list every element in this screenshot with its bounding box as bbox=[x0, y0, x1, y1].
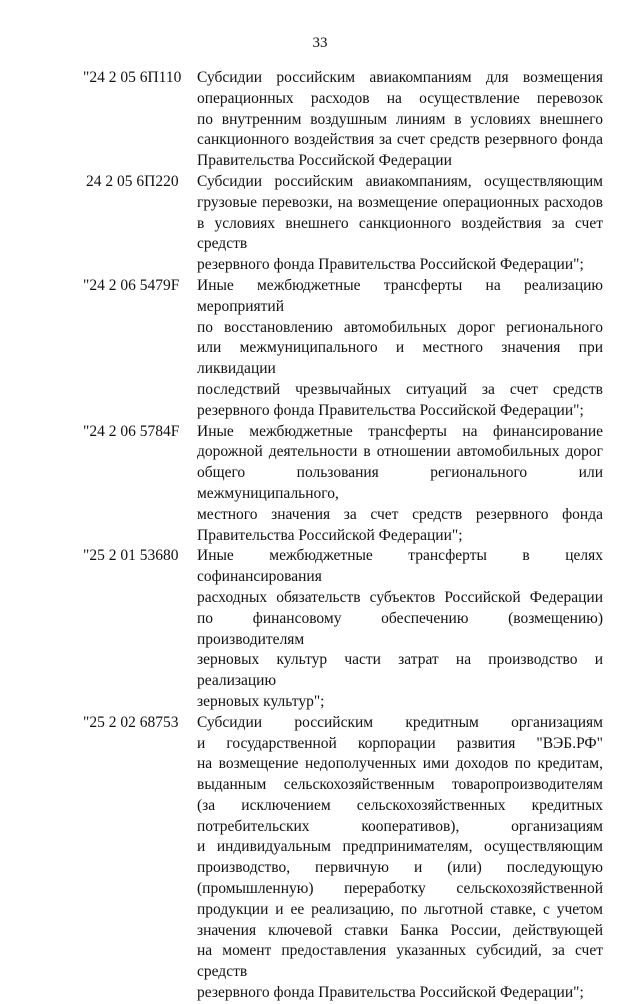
description-line: и индивидуальным предпринимателям, осуществляющим bbox=[197, 838, 603, 856]
description-line: в условиях внешнего санкционного воздействия за счет средств bbox=[197, 214, 603, 253]
description-line: Иные межбюджетные трансферты на реализацию мероприятий bbox=[197, 276, 603, 315]
budget-entry bbox=[83, 68, 603, 172]
description-line: общего пользования регионального или межмуниципального, bbox=[197, 464, 603, 502]
description-line: резервного фонда Правительства Российской Федерации"; bbox=[197, 256, 584, 274]
description-line: по финансовому обеспечению (возмещению) производителям bbox=[197, 609, 603, 648]
budget-description bbox=[197, 546, 603, 712]
description-line: (за исключением сельскохозяйственных кредитных bbox=[197, 796, 603, 814]
budget-code: "24 2 05 6П110 bbox=[83, 69, 182, 86]
description-line: зерновых культур части затрат на производство и реализацию bbox=[197, 651, 603, 690]
description-line: операционных расходов на осуществление перевозок bbox=[197, 89, 603, 107]
description-line: или межмуниципального и местного значения при ликвидации bbox=[197, 339, 603, 378]
description-line: на момент предоставления указанных субсидий, за счет средств bbox=[197, 942, 603, 981]
description-line: продукции и ее реализацию, по льготной ставке, с учетом bbox=[197, 900, 603, 918]
description-line: Субсидии российским кредитным организациям bbox=[197, 713, 603, 731]
budget-code: "25 2 01 53680 bbox=[83, 547, 179, 565]
budget-code: "24 2 06 5479F bbox=[83, 276, 180, 294]
description-line: потребительских кооперативов), организациям bbox=[197, 817, 603, 835]
description-line: резервного фонда Правительства Российской Федерации"; bbox=[197, 401, 584, 419]
description-line: Субсидии российским авиакомпаниям, осуществляющим bbox=[197, 172, 603, 190]
description-line: расходных обязательств субъектов Российской Федерации bbox=[197, 588, 603, 606]
budget-entry bbox=[83, 422, 603, 547]
description-line: дорожной деятельности в отношении автомобильных дорог bbox=[197, 443, 603, 461]
budget-entry bbox=[83, 172, 603, 276]
description-line: и государственной корпорации развития "ВЭБ.РФ" bbox=[197, 734, 603, 752]
description-line: по внутренним воздушным линиям в условиях внешнего bbox=[197, 110, 603, 128]
description-line: Иные межбюджетные трансферты в целях софинансирования bbox=[197, 547, 603, 586]
budget-code-list bbox=[83, 68, 603, 1004]
budget-entry bbox=[83, 276, 603, 422]
description-line: местного значения за счет средств резервного фонда bbox=[197, 505, 603, 523]
description-line: выданным сельскохозяйственным товаропроизводителям bbox=[197, 776, 603, 794]
description-line: грузовые перевозки, на возмещение операционных расходов bbox=[197, 193, 603, 211]
description-line: зерновых культур"; bbox=[197, 692, 325, 710]
description-line: последствий чрезвычайных ситуаций за счет средств bbox=[197, 380, 603, 398]
description-line: (промышленную) переработку сельскохозяйственной bbox=[197, 880, 603, 898]
description-line: значения ключевой ставки Банка России, действующей bbox=[197, 921, 603, 939]
budget-description bbox=[197, 713, 603, 1004]
page-number: 33 bbox=[312, 35, 328, 51]
description-line: на возмещение недополученных ими доходов по кредитам, bbox=[197, 755, 603, 773]
budget-code: "25 2 02 68753 bbox=[83, 713, 179, 731]
description-line: производство, первичную и (или) последующую bbox=[197, 859, 603, 877]
description-line: по восстановлению автомобильных дорог регионального bbox=[197, 318, 603, 336]
budget-entry bbox=[83, 713, 603, 1004]
budget-entry bbox=[83, 546, 603, 712]
description-line: Иные межбюджетные трансферты на финансирование bbox=[197, 422, 603, 440]
budget-description bbox=[197, 172, 603, 276]
budget-code: 24 2 05 6П220 bbox=[86, 172, 179, 190]
description-line: Субсидии российским авиакомпаниям для возмещения bbox=[197, 69, 603, 86]
budget-description bbox=[197, 68, 603, 172]
budget-code: "24 2 06 5784F bbox=[83, 422, 180, 440]
budget-description bbox=[197, 276, 603, 422]
description-line: санкционного воздействия за счет средств резервного фонда bbox=[197, 131, 603, 149]
description-line: Правительства Российской Федерации bbox=[197, 152, 452, 170]
budget-description bbox=[197, 422, 603, 547]
description-line: резервного фонда Правительства Российской Федерации"; bbox=[197, 984, 584, 1002]
description-line: Правительства Российской Федерации"; bbox=[197, 526, 463, 544]
